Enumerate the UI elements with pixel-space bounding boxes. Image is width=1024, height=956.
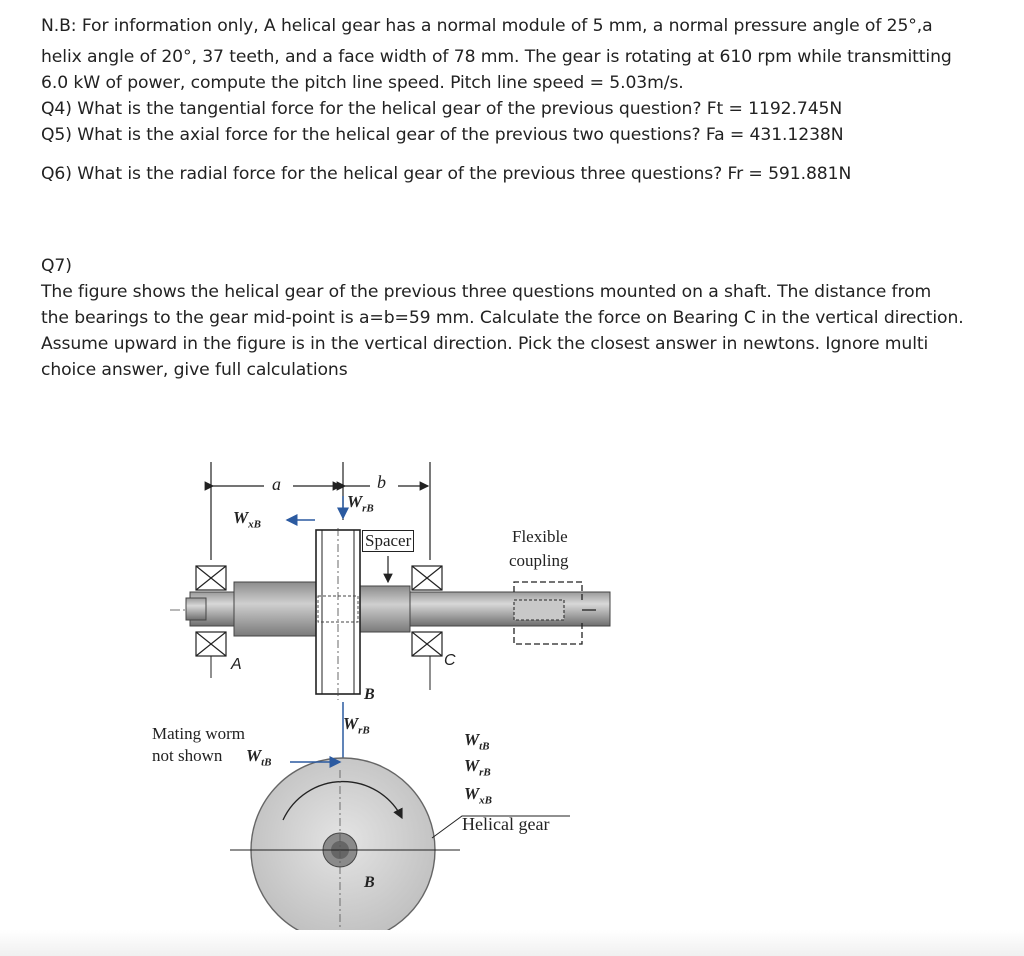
not-shown-label: not shown [152,746,223,765]
bearing-c [412,566,442,690]
q7-line-2: the bearings to the gear mid-point is a=b=59 mm. Calculate the force on Bearing C in the vertical direction. [41,308,964,328]
q7-line-3: Assume upward in the figure is in the vertical direction. Pick the closest answer in newtons. Ignore multi [41,334,929,354]
question-4: Q4) What is the tangential force for the helical gear of the previous question? Ft = 1192.745N [41,99,843,119]
wxb-top-label: $W_{xB}$ [233,508,261,531]
dim-b-label: b [377,472,386,492]
wrb-mid-label: $W_{rB}$ [343,714,370,737]
spacer [360,586,410,632]
q7-heading: Q7) [41,256,72,276]
q7-line-4: choice answer, give full calculations [41,360,348,380]
bearing-c-label: C [444,652,456,669]
dim-a-label: a [272,474,281,494]
legend-wrb: $W_{rB}$ [464,756,491,779]
intro-line-2: helix angle of 20°, 37 teeth, and a face width of 78 mm. The gear is rotating at 610 rpm while transmitting [41,47,952,67]
intro-line-1: N.B: For information only, A helical gear has a normal module of 5 mm, a normal pressure angle of 25°,a [41,16,933,36]
bearing-a-label: A [231,656,242,673]
question-5: Q5) What is the axial force for the helical gear of the previous two questions? Fa = 431.1238N [41,125,844,145]
wrb-top-label: $W_{rB}$ [347,492,374,515]
coupling-label: coupling [509,551,569,570]
gear-b-top-label: B [364,686,375,703]
bottom-fade [0,930,1024,956]
intro-line-3: 6.0 kW of power, compute the pitch line speed. Pitch line speed = 5.03m/s. [41,73,684,93]
wtb-left-label: $W_{tB}$ [246,746,272,769]
legend-wxb: $W_{xB}$ [464,784,492,807]
q7-line-1: The figure shows the helical gear of the previous three questions mounted on a shaft. The distance from [41,282,932,302]
mating-worm-label: Mating worm [152,724,246,743]
spacer-label: Spacer [362,530,414,552]
gear-b-bottom-label: B [364,874,375,891]
legend-wtb: $W_{tB}$ [464,730,490,753]
question-6: Q6) What is the radial force for the helical gear of the previous three questions? Fr = 591.881N [41,164,852,184]
gear-front-view [230,758,460,942]
helical-gear-label: Helical gear [462,814,550,834]
flexible-label: Flexible [512,527,568,546]
